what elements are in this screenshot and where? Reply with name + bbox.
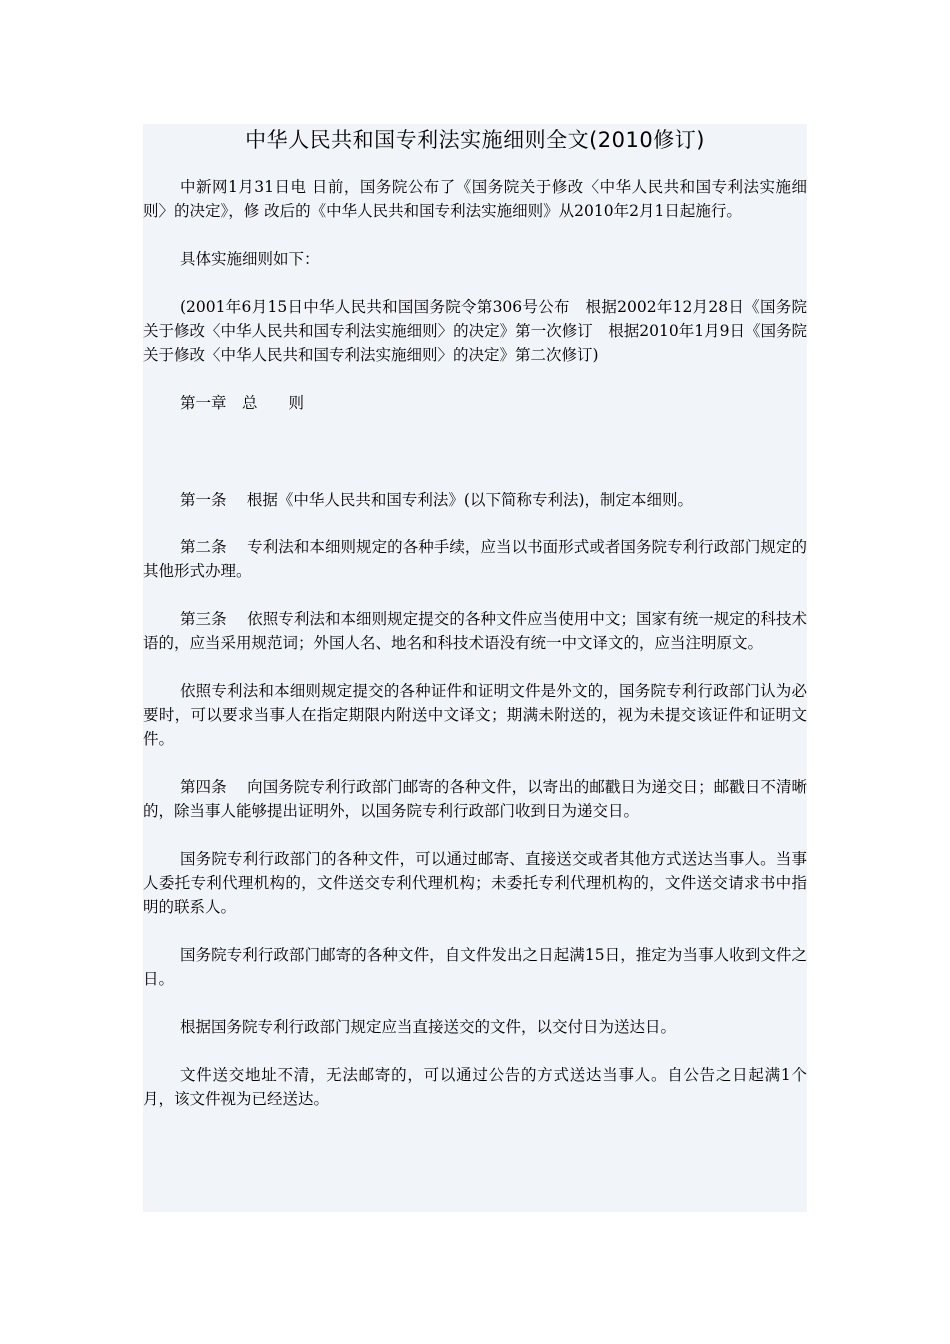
paragraph-intro: 中新网1月31日电 日前，国务院公布了《国务院关于修改〈中华人民共和国专利法实施细则〉的决定》，修 改后的《中华人民共和国专利法实施细则》从2010年2月1日起施行。 — [143, 178, 807, 220]
article-2: 第二条 专利法和本细则规定的各种手续，应当以书面形式或者国务院专利行政部门规定的其他形式办理。 — [143, 538, 807, 580]
article-4-paragraph-4: 根据国务院专利行政部门规定应当直接送交的文件，以交付日为送达日。 — [180, 1018, 677, 1036]
article-3: 第三条 依照专利法和本细则规定提交的各种文件应当使用中文；国家有统一规定的科技术语的，应当采用规范词；外国人名、地名和科技术语没有统一中文译文的，应当注明原文。 — [143, 610, 807, 652]
paragraph-revision-history: (2001年6月15日中华人民共和国国务院令第306号公布 根据2002年12月28日《国务院关于修改〈中华人民共和国专利法实施细则〉的决定》第一次修订 根据2010年1月9日《国务院关于修改〈中华人民共和国专利法实施细则〉的决定》第二次修订) — [143, 298, 807, 364]
document-title: 中华人民共和国专利法实施细则全文(2010修订) — [245, 128, 705, 152]
document-page — [143, 124, 807, 1212]
article-4-paragraph-5: 文件送交地址不清，无法邮寄的，可以通过公告的方式送达当事人。自公告之日起满1个月，该文件视为已经送达。 — [143, 1066, 807, 1108]
article-1: 第一条 根据《中华人民共和国专利法》(以下简称专利法)，制定本细则。 — [180, 491, 694, 509]
article-4-paragraph-2: 国务院专利行政部门的各种文件，可以通过邮寄、直接送交或者其他方式送达当事人。当事人委托专利代理机构的，文件送交专利代理机构；未委托专利代理机构的，文件送交请求书中指明的联系人。 — [143, 850, 807, 916]
article-3-paragraph-2: 依照专利法和本细则规定提交的各种证件和证明文件是外文的，国务院专利行政部门认为必要时，可以要求当事人在指定期限内附送中文译文；期满未附送的，视为未提交该证件和证明文件。 — [143, 682, 807, 748]
document-body — [143, 175, 807, 1111]
article-4: 第四条 向国务院专利行政部门邮寄的各种文件，以寄出的邮戳日为递交日；邮戳日不清晰的，除当事人能够提出证明外，以国务院专利行政部门收到日为递交日。 — [143, 778, 807, 820]
paragraph-intro-2: 具体实施细则如下： — [180, 250, 320, 268]
article-4-paragraph-3: 国务院专利行政部门邮寄的各种文件，自文件发出之日起满15日，推定为当事人收到文件之日。 — [143, 946, 807, 988]
chapter-heading: 第一章 总 则 — [180, 394, 305, 412]
